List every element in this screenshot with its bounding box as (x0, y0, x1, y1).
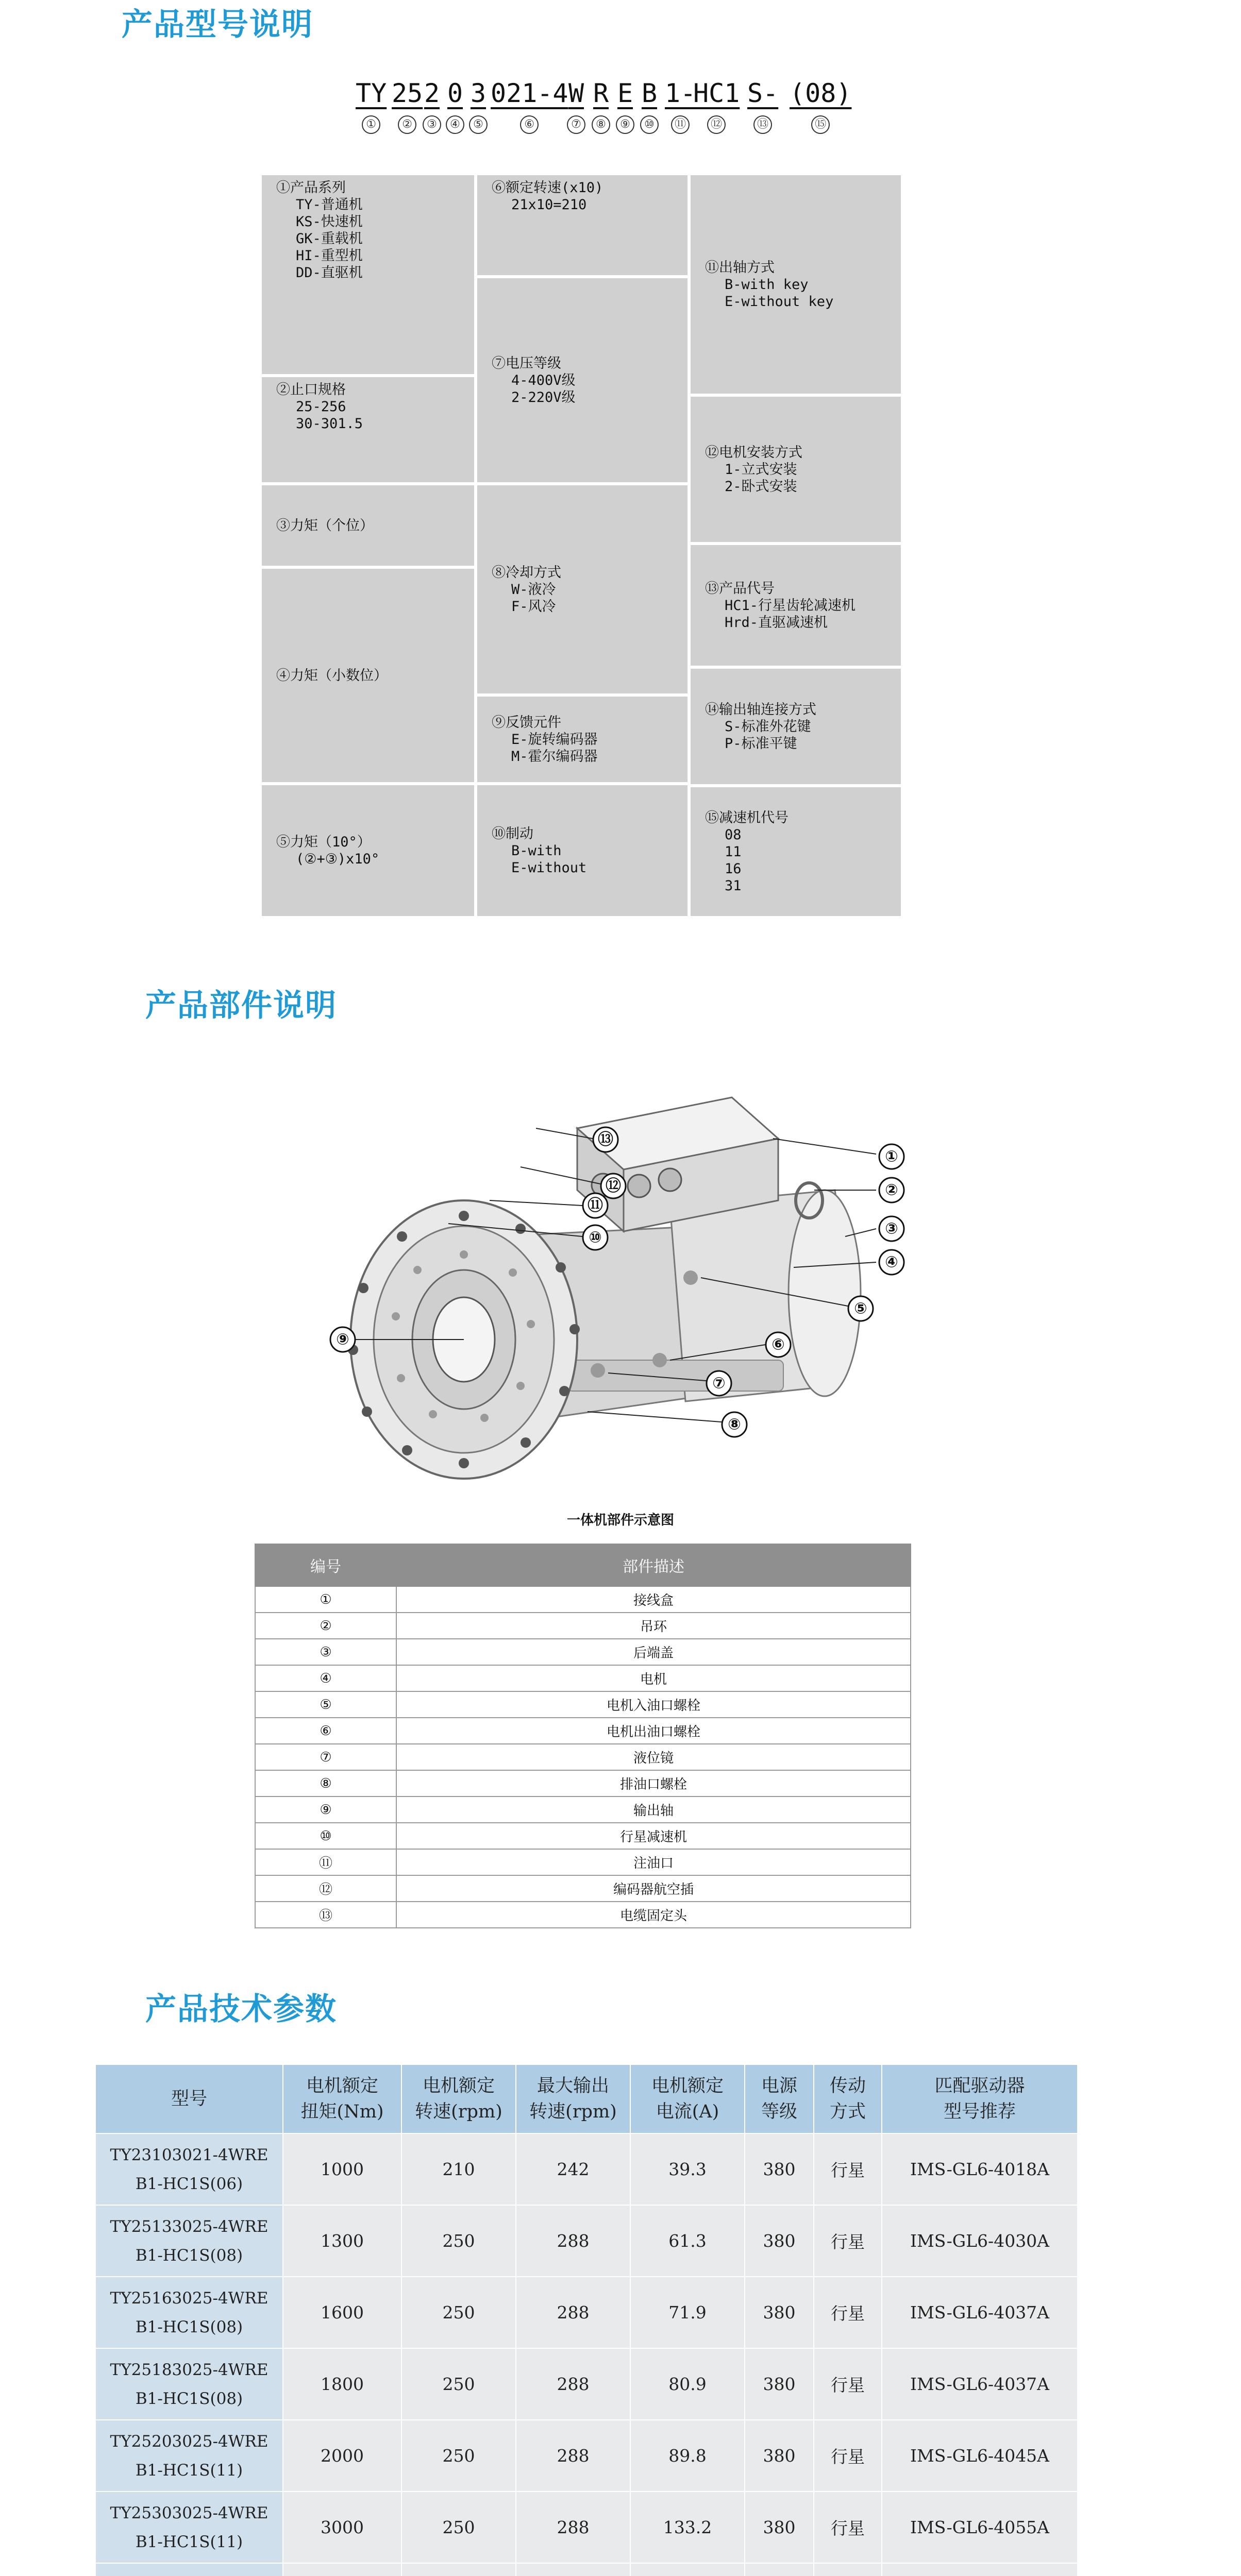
parts-table-row (255, 1849, 911, 1875)
model-text: TY25163025-4WRE (110, 2289, 269, 2308)
spec-cell-option: 2-220V级 (511, 389, 576, 405)
spec-max-cell: 288 (516, 2420, 630, 2492)
callout-10 (583, 1225, 608, 1250)
specs-header-text: 型号推荐 (943, 2102, 1016, 2122)
model-code-index: ⑥ (520, 115, 539, 134)
model-code-text: R (593, 78, 609, 108)
spec-cell-option: HC1-行星齿轮减速机 (725, 597, 856, 614)
model-text: B1-HC1S(11) (135, 2532, 243, 2551)
spec-cell-title: ⑥额定转速(x10) (492, 180, 603, 196)
part-number: ⑤ (255, 1691, 396, 1718)
callout-label: ⑪ (588, 1196, 603, 1215)
section-title-specs: 产品技术参数 (145, 1991, 337, 2027)
callout-4 (879, 1250, 904, 1275)
spec-torque-cell: 1300 (283, 2205, 401, 2277)
spec-cell-title: ④力矩（小数位） (276, 667, 388, 684)
spec-max-cell (516, 2563, 630, 2576)
part-description: 接线盒 (396, 1586, 911, 1613)
spec-current-cell: 80.9 (630, 2348, 745, 2420)
motor-assembly-diagram (278, 1051, 959, 1484)
part-description: 吊环 (396, 1613, 911, 1639)
spec-cell-mounting (691, 397, 901, 542)
spec-cell-option: B-with key (725, 276, 809, 293)
parts-table (255, 1544, 911, 1928)
spec-drive-cell: 行星 (814, 2420, 882, 2492)
spec-torque-cell: 1000 (283, 2133, 401, 2205)
part-description: 编码器航空插 (396, 1875, 911, 1902)
spec-cell-title: ⑦电压等级 (492, 355, 561, 371)
parts-table-header (255, 1544, 911, 1586)
spec-cell-title: ③力矩（个位） (276, 517, 374, 534)
callout-label: ② (885, 1181, 898, 1199)
spec-cell-torque-tens (262, 785, 474, 916)
model-code-segment (747, 78, 778, 134)
spec-torque-cell (283, 2563, 401, 2576)
model-code-text: 021-4 (491, 78, 568, 108)
specs-header-cell (745, 2064, 814, 2133)
spec-current-cell: 71.9 (630, 2277, 745, 2348)
model-text: B1-HC1S(08) (135, 2389, 243, 2408)
callout-11 (583, 1193, 608, 1218)
spec-driver-cell: IMS-GL6-4055A (882, 2492, 1078, 2563)
spec-cell-torque-decimal (262, 569, 474, 782)
model-code-index: ⑤ (469, 115, 488, 134)
spec-cell-title: ⑮减速机代号 (705, 809, 789, 826)
spec-cell-option: 31 (725, 877, 742, 894)
specs-table-header (95, 2064, 1078, 2133)
spec-voltage-cell: 380 (745, 2133, 814, 2205)
model-code-segment (640, 78, 659, 134)
model-spec-grid (262, 175, 901, 916)
model-code-text: 3 (470, 78, 487, 108)
model-code-text: TY (356, 78, 387, 108)
spec-cell-option: B-with (511, 842, 562, 859)
spec-cell-option: E-without key (725, 293, 834, 310)
parts-table-row (255, 1875, 911, 1902)
part-number: ③ (255, 1639, 396, 1665)
model-cell (95, 2492, 283, 2563)
specs-table-row (95, 2348, 1078, 2420)
spec-speed-cell (401, 2563, 516, 2576)
spec-current-cell (630, 2563, 745, 2576)
spec-voltage-cell (745, 2563, 814, 2576)
spec-cell-option: 1-立式安装 (725, 461, 797, 478)
parts-table-row (255, 1744, 911, 1770)
spec-cell-rated-speed (477, 175, 687, 275)
model-cell (95, 2420, 283, 2492)
spec-cell-option: 30-301.5 (296, 416, 363, 432)
part-description: 电机 (396, 1665, 911, 1691)
callout-label: ⑬ (598, 1130, 613, 1149)
specs-header-cell (95, 2064, 283, 2133)
diagram-caption: 一体机部件示意图 (566, 1513, 674, 1528)
model-code-segment (356, 78, 387, 134)
parts-table-row (255, 1902, 911, 1928)
part-number: ⑫ (255, 1875, 396, 1902)
spec-speed-cell: 250 (401, 2277, 516, 2348)
spec-speed-cell: 250 (401, 2420, 516, 2492)
spec-cell-option: E-旋转编码器 (511, 731, 598, 748)
model-code-index: ① (362, 115, 380, 134)
model-code-segment (446, 78, 464, 134)
specs-table-row (95, 2277, 1078, 2348)
specs-header-text: 方式 (829, 2102, 866, 2122)
specs-header-text: 电机额定 (306, 2076, 378, 2096)
spec-cell-option: GK-重载机 (296, 231, 363, 247)
spec-driver-cell (882, 2563, 1078, 2576)
parts-table-row (255, 1718, 911, 1744)
spec-cell-torque-ones (262, 485, 474, 566)
spec-cell-spigot (262, 377, 474, 482)
spec-cell-option: F-风冷 (511, 598, 556, 615)
spec-voltage-cell: 380 (745, 2205, 814, 2277)
model-text: TY25203025-4WRE (110, 2432, 269, 2451)
spec-cell-option: 2-卧式安装 (725, 478, 797, 495)
specs-header-text: 电机额定 (422, 2076, 495, 2096)
spec-cell-output-connection (691, 669, 901, 784)
specs-table (95, 2064, 1078, 2576)
specs-header-text: 转速(rpm) (415, 2102, 502, 2122)
parts-table-row (255, 1639, 911, 1665)
specs-table-row (95, 2133, 1078, 2205)
spec-torque-cell: 2000 (283, 2420, 401, 2492)
callout-2 (879, 1178, 904, 1202)
parts-table-row (255, 1797, 911, 1823)
spec-drive-cell: 行星 (814, 2133, 882, 2205)
spec-max-cell: 288 (516, 2205, 630, 2277)
callout-label: ⑤ (854, 1299, 867, 1318)
spec-drive-cell (814, 2563, 882, 2576)
model-code-segment (616, 78, 634, 134)
model-code-index: ③ (423, 115, 441, 134)
spec-driver-cell: IMS-GL6-4037A (882, 2277, 1078, 2348)
part-description: 电机入油口螺栓 (396, 1691, 911, 1718)
model-code-index: ② (398, 115, 416, 134)
specs-table-row (95, 2563, 1078, 2576)
spec-cell-option: S-标准外花键 (725, 718, 811, 735)
spec-cell-reducer-code (691, 787, 901, 916)
model-code-index: ⑪ (671, 115, 690, 134)
spec-cell-voltage (477, 278, 687, 482)
model-text: TY25183025-4WRE (110, 2360, 269, 2379)
specs-header-cell (516, 2064, 630, 2133)
specs-header-text: 电源 (761, 2076, 797, 2096)
spec-cell-title: ⑧冷却方式 (492, 564, 561, 581)
specs-header-cell (814, 2064, 882, 2133)
model-code-index: ⑬ (753, 115, 772, 134)
parts-table-row (255, 1691, 911, 1718)
spec-cell-cooling (477, 485, 687, 693)
callout-13 (593, 1127, 618, 1152)
callout-6 (766, 1332, 791, 1357)
callout-12 (601, 1174, 626, 1198)
spec-cell-title: ⑤力矩（10°） (276, 834, 371, 850)
spec-voltage-cell: 380 (745, 2492, 814, 2563)
parts-header-description: 部件描述 (396, 1544, 911, 1586)
spec-drive-cell: 行星 (814, 2348, 882, 2420)
model-code-text: (08) (790, 78, 852, 108)
model-code-text: W (568, 78, 584, 108)
model-code-segment (693, 78, 740, 134)
model-code-index: ⑩ (640, 115, 659, 134)
spec-cell-option: Hrd-直驱减速机 (725, 614, 828, 631)
specs-header-cell (630, 2064, 745, 2133)
model-text (96, 2570, 282, 2576)
part-number: ⑪ (255, 1849, 396, 1875)
callout-7 (707, 1371, 731, 1396)
model-code-index: ⑦ (567, 115, 585, 134)
model-code-text: HC1 (693, 78, 740, 108)
model-code-segment (491, 78, 568, 134)
model-cell (95, 2205, 283, 2277)
model-code-index: ⑨ (616, 115, 634, 134)
spec-cell-option: W-液冷 (511, 581, 556, 598)
spec-cell-title: ⑭输出轴连接方式 (705, 701, 816, 718)
model-code-index: ⑮ (811, 115, 830, 134)
part-number: ⑦ (255, 1744, 396, 1770)
callout-1 (879, 1144, 904, 1169)
spec-speed-cell: 250 (401, 2205, 516, 2277)
callout-3 (879, 1216, 904, 1241)
spec-cell-option: (②+③)x10° (296, 851, 380, 867)
model-code-segment (592, 78, 610, 134)
model-code-index: ⑧ (592, 115, 610, 134)
callout-label: ① (885, 1147, 898, 1166)
model-code-text: 25 (392, 78, 423, 108)
spec-cell-title: ②止口规格 (276, 382, 346, 398)
part-description: 电机出油口螺栓 (396, 1718, 911, 1744)
part-description: 电缆固定头 (396, 1902, 911, 1928)
part-number: ④ (255, 1665, 396, 1691)
callout-label: ③ (885, 1219, 898, 1238)
section-title-model: 产品型号说明 (122, 7, 313, 43)
spec-cell-title: ①产品系列 (276, 180, 346, 196)
part-number: ⑥ (255, 1718, 396, 1744)
callout-label: ⑧ (728, 1415, 741, 1434)
model-code-segment (567, 78, 585, 134)
spec-cell-title: ⑨反馈元件 (492, 714, 561, 731)
spec-cell-title: ⑪出轴方式 (705, 259, 775, 276)
spec-current-cell: 89.8 (630, 2420, 745, 2492)
part-description: 注油口 (396, 1849, 911, 1875)
spec-voltage-cell: 380 (745, 2348, 814, 2420)
parts-table-row (255, 1613, 911, 1639)
spec-drive-cell: 行星 (814, 2492, 882, 2563)
spec-cell-option: P-标准平键 (725, 735, 797, 752)
callout-8 (722, 1412, 747, 1437)
model-text: B1-HC1S(08) (135, 2246, 243, 2265)
specs-header-text: 转速(rpm) (529, 2102, 617, 2122)
spec-max-cell: 288 (516, 2277, 630, 2348)
model-code-text: 0 (447, 78, 463, 108)
callout-label: ⑩ (589, 1228, 602, 1247)
spec-current-cell: 133.2 (630, 2492, 745, 2563)
specs-header-cell (283, 2064, 401, 2133)
model-cell (95, 2133, 283, 2205)
specs-header-text: 扭矩(Nm) (300, 2102, 384, 2122)
callout-label: ⑨ (336, 1330, 349, 1349)
spec-voltage-cell: 380 (745, 2277, 814, 2348)
part-number: ① (255, 1586, 396, 1613)
specs-header-cell (882, 2064, 1078, 2133)
model-text: TY23103021-4WRE (110, 2145, 269, 2164)
parts-table-row (255, 1586, 911, 1613)
model-text: B1-HC1S(08) (135, 2317, 243, 2336)
spec-cell-product-code (691, 545, 901, 666)
spec-speed-cell: 250 (401, 2492, 516, 2563)
callout-label: ④ (885, 1253, 898, 1272)
part-description: 输出轴 (396, 1797, 911, 1823)
specs-header-text: 型号 (171, 2089, 207, 2109)
spec-cell-option: E-without (511, 859, 587, 876)
specs-header-text: 匹配驱动器 (934, 2076, 1025, 2096)
callout-label: ⑥ (772, 1335, 785, 1354)
specs-header-text: 最大输出 (536, 2076, 609, 2096)
model-code-index: ⑫ (707, 115, 726, 134)
model-code-text: S- (747, 78, 779, 108)
part-description: 后端盖 (396, 1639, 911, 1665)
spec-current-cell: 39.3 (630, 2133, 745, 2205)
spec-speed-cell: 210 (401, 2133, 516, 2205)
model-code-segment (469, 78, 488, 134)
specs-header-text: 电机额定 (651, 2076, 724, 2096)
model-code-segment (423, 78, 441, 134)
spec-cell-brake (477, 785, 687, 916)
parts-header-number: 编号 (255, 1544, 396, 1586)
callout-5 (848, 1296, 873, 1321)
part-description: 液位镜 (396, 1744, 911, 1770)
spec-current-cell: 61.3 (630, 2205, 745, 2277)
callout-9 (330, 1327, 355, 1352)
spec-drive-cell: 行星 (814, 2277, 882, 2348)
spec-cell-option: 25-256 (296, 399, 346, 415)
spec-drive-cell: 行星 (814, 2205, 882, 2277)
spec-max-cell: 288 (516, 2492, 630, 2563)
specs-header-cell (401, 2064, 516, 2133)
model-code-text: 1- (665, 78, 696, 108)
specs-table-row (95, 2420, 1078, 2492)
spec-cell-option: KS-快速机 (296, 214, 363, 230)
spec-torque-cell: 3000 (283, 2492, 401, 2563)
part-number: ⑨ (255, 1797, 396, 1823)
model-text: TY25303025-4WRE (110, 2503, 269, 2522)
model-text: TY25133025-4WRE (110, 2217, 269, 2236)
part-number: ② (255, 1613, 396, 1639)
spec-cell-product-series (262, 175, 474, 374)
specs-table-row (95, 2492, 1078, 2563)
model-code-segment (392, 78, 423, 134)
spec-cell-shaft (691, 175, 901, 394)
model-text: B1-HC1S(06) (135, 2174, 243, 2193)
parts-table-row (255, 1770, 911, 1797)
part-description: 排油口螺栓 (396, 1770, 911, 1797)
spec-cell-option: 11 (725, 843, 742, 860)
parts-table-row (255, 1823, 911, 1849)
spec-driver-cell: IMS-GL6-4045A (882, 2420, 1078, 2492)
spec-driver-cell: IMS-GL6-4030A (882, 2205, 1078, 2277)
spec-max-cell: 288 (516, 2348, 630, 2420)
spec-cell-feedback (477, 697, 687, 782)
model-code (356, 78, 852, 135)
spec-cell-option: 21x10=210 (511, 197, 587, 213)
part-number: ⑧ (255, 1770, 396, 1797)
spec-cell-option: DD-直驱机 (296, 265, 363, 281)
model-code-text: B (641, 78, 658, 108)
spec-cell-option: M-霍尔编码器 (511, 748, 598, 765)
spec-voltage-cell: 380 (745, 2420, 814, 2492)
parts-table-row (255, 1665, 911, 1691)
part-description: 行星减速机 (396, 1823, 911, 1849)
spec-cell-option: 16 (725, 860, 742, 877)
motor-drawing (348, 1097, 861, 1479)
part-number: ⑩ (255, 1823, 396, 1849)
section-title-parts: 产品部件说明 (145, 988, 337, 1024)
spec-speed-cell: 250 (401, 2348, 516, 2420)
spec-torque-cell: 1600 (283, 2277, 401, 2348)
specs-table-row (95, 2205, 1078, 2277)
model-code-segment (665, 78, 696, 134)
spec-cell-option: HI-重型机 (296, 248, 363, 264)
spec-cell-option: TY-普通机 (296, 197, 363, 213)
specs-header-text: 传动 (829, 2076, 866, 2096)
model-cell (95, 2348, 283, 2420)
spec-cell-title: ⑫电机安装方式 (705, 444, 802, 461)
spec-torque-cell: 1800 (283, 2348, 401, 2420)
callout-label: ⑦ (712, 1374, 726, 1393)
spec-cell-title: ⑬产品代号 (705, 580, 775, 597)
model-code-text: E (617, 78, 633, 108)
spec-max-cell: 242 (516, 2133, 630, 2205)
model-code-segment (790, 78, 851, 134)
specs-header-text: 等级 (761, 2102, 797, 2122)
specs-header-text: 电流(A) (656, 2102, 719, 2122)
model-cell (95, 2277, 283, 2348)
spec-cell-title: ⑩制动 (492, 825, 533, 842)
model-code-text: 2 (424, 78, 440, 108)
part-number: ⑬ (255, 1902, 396, 1928)
model-text: B1-HC1S(11) (135, 2461, 243, 2480)
spec-cell-option: 08 (725, 826, 742, 843)
model-cell (95, 2563, 283, 2576)
spec-driver-cell: IMS-GL6-4037A (882, 2348, 1078, 2420)
spec-cell-option: 4-400V级 (511, 372, 576, 388)
spec-driver-cell: IMS-GL6-4018A (882, 2133, 1078, 2205)
model-code-index: ④ (446, 115, 464, 134)
callout-label: ⑫ (606, 1177, 621, 1195)
